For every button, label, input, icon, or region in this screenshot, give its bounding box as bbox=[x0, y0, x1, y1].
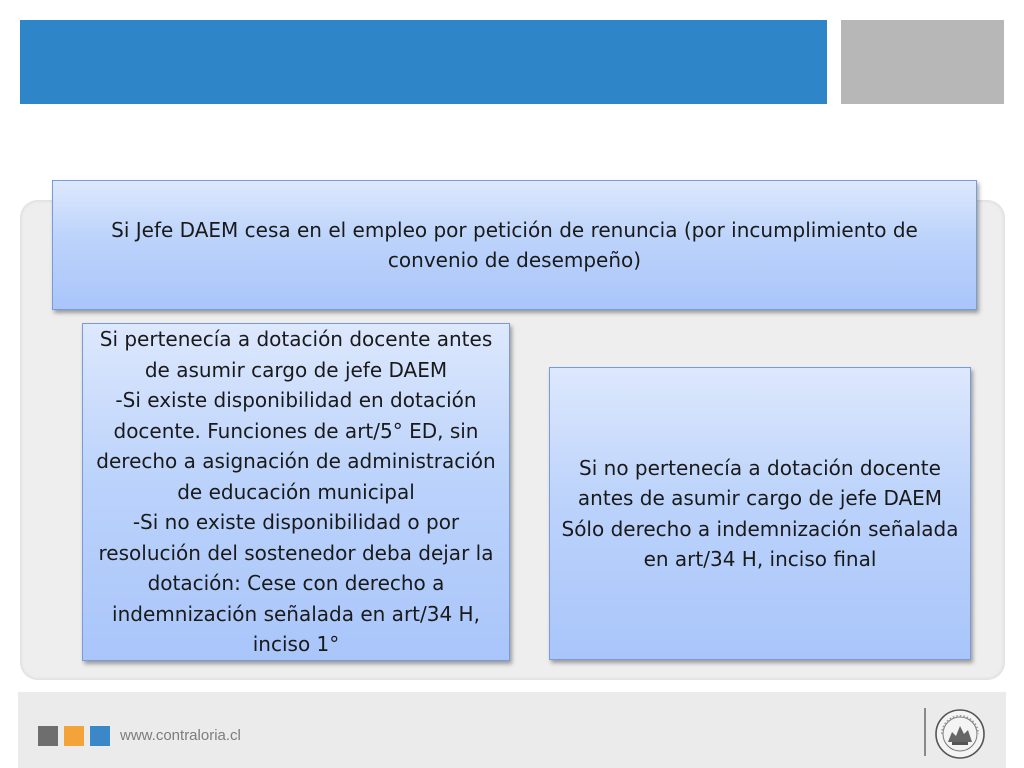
top-condition-box bbox=[52, 180, 977, 310]
contraloria-seal-icon bbox=[934, 708, 986, 760]
footer-blue-square bbox=[90, 726, 110, 746]
left-condition-box bbox=[82, 323, 510, 661]
top-condition-text: Si Jefe DAEM cesa en el empleo por petición de renuncia (por incumplimiento de convenio de desempeño) bbox=[111, 217, 918, 272]
header-gray-bar bbox=[841, 20, 1004, 104]
right-condition-text: Si no pertenecía a dotación docente antes de asumir cargo de jefe DAEM Sólo derecho a indemnización señalada en art/34 H, inciso final bbox=[561, 455, 959, 571]
header-blue-bar bbox=[20, 20, 827, 104]
left-condition-text: Si pertenecía a dotación docente antes de asumir cargo de jefe DAEM -Si existe disponibilidad en dotación docente. Funciones de art/5° ED, sin derecho a asignación de administración de educación municipal -Si no existe disponibilidad o por resolución del sostenedor deba dejar la dotación: Cese con derecho a indemnización señalada en art/34 H, inciso 1° bbox=[96, 327, 496, 657]
footer-url-link[interactable]: www.contraloria.cl bbox=[120, 727, 241, 744]
footer-gray-square bbox=[38, 726, 58, 746]
footer-divider bbox=[924, 708, 926, 756]
right-condition-box bbox=[549, 367, 971, 660]
footer-orange-square bbox=[64, 726, 84, 746]
